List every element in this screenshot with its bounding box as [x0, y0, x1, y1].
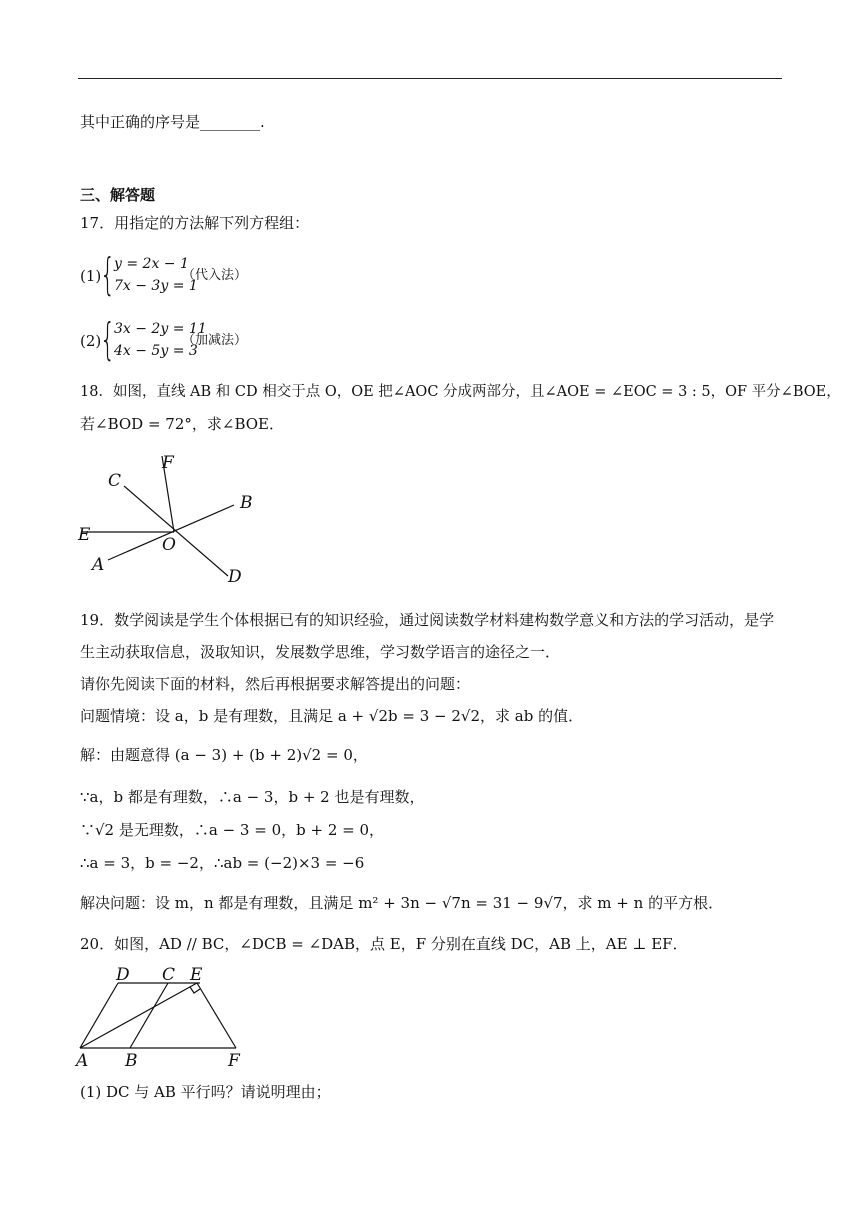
q17-1-method: （代入法）: [182, 268, 248, 283]
label-c: C: [162, 965, 176, 985]
label-o: O: [162, 535, 176, 555]
segment-ad: [80, 983, 118, 1048]
q17-part-2-number: (2): [80, 332, 102, 350]
label-d: D: [228, 567, 242, 587]
q17-part-1-number: (1): [80, 267, 102, 285]
label-e: E: [190, 965, 203, 985]
q19-line-6: ∵a，b 都是有理数，∴a − 3，b + 2 也是有理数，: [80, 788, 425, 806]
q19-line-8: ∴a = 3，b = −2，∴ab = (−2)×3 = −6: [80, 854, 365, 872]
q17-1-equation-2: 7x − 3y = 1: [114, 278, 198, 294]
label-f: F: [162, 453, 174, 473]
section-title: 三、解答题: [80, 186, 156, 204]
right-angle-mark: [190, 987, 200, 993]
q19-line-1: 19．数学阅读是学生个体根据已有的知识经验，通过阅读数学材料建构数学意义和方法的学习活动，是学: [80, 611, 775, 629]
segment-ef: [197, 983, 236, 1048]
left-brace-icon: {: [100, 314, 116, 365]
fill-in-line: 其中正确的序号是________.: [80, 113, 265, 131]
label-a: A: [92, 555, 105, 575]
q19-line-7: ∵√2 是无理数，∴a − 3 = 0，b + 2 = 0，: [80, 821, 385, 839]
segment-bc: [130, 983, 168, 1048]
left-brace-icon: {: [100, 249, 116, 300]
q20-figure: [70, 960, 260, 1070]
label-e: E: [78, 525, 91, 545]
label-c: C: [108, 471, 122, 491]
label-a: A: [76, 1051, 89, 1070]
q17-2-method: （加减法）: [182, 333, 248, 348]
q18-line-1: 18．如图，直线 AB 和 CD 相交于点 O，OE 把∠AOC 分成两部分，且∠AOE = ∠EOC = 3 : 5，OF 平分∠BOE，: [80, 384, 841, 400]
q19-line-9: 解决问题：设 m，n 都是有理数，且满足 m² + 3n − √7n = 31 − 9√7，求 m + n 的平方根．: [80, 894, 724, 912]
label-b: B: [125, 1051, 138, 1070]
q17-system-2: [80, 314, 340, 365]
line-cd: [124, 486, 228, 576]
q17-1-equation-1: y = 2x − 1: [114, 256, 189, 272]
q17-stem: 17．用指定的方法解下列方程组：: [80, 214, 310, 232]
q20-line-1: 20．如图，AD // BC，∠DCB = ∠DAB，点 E，F 分别在直线 DC，AB 上，AE ⊥ EF．: [80, 935, 688, 953]
label-b: B: [240, 493, 253, 513]
q17-2-equation-1: 3x − 2y = 11: [114, 321, 207, 337]
q17-system-1: [80, 249, 340, 300]
q18-line-2: 若∠BOD = 72°，求∠BOE．: [80, 415, 285, 433]
segment-ae: [80, 983, 197, 1048]
q19-line-3: 请你先阅读下面的材料，然后再根据要求解答提出的问题：: [80, 675, 471, 693]
label-d: D: [116, 965, 130, 985]
q17-2-equation-2: 4x − 5y = 3: [114, 343, 198, 359]
q18-figure: [70, 448, 280, 588]
q19-line-5: 解：由题意得 (a − 3) + (b + 2)√2 = 0，: [80, 746, 368, 764]
q20-sub-1: (1) DC 与 AB 平行吗？请说明理由；: [80, 1083, 331, 1101]
q19-line-2: 生主动获取信息，汲取知识，发展数学思维，学习数学语言的途径之一．: [80, 643, 561, 661]
q19-line-4: 问题情境：设 a，b 是有理数，且满足 a + √2b = 3 − 2√2，求 ab 的值．: [80, 707, 584, 725]
label-f: F: [228, 1051, 240, 1070]
header-rule: [78, 78, 782, 79]
